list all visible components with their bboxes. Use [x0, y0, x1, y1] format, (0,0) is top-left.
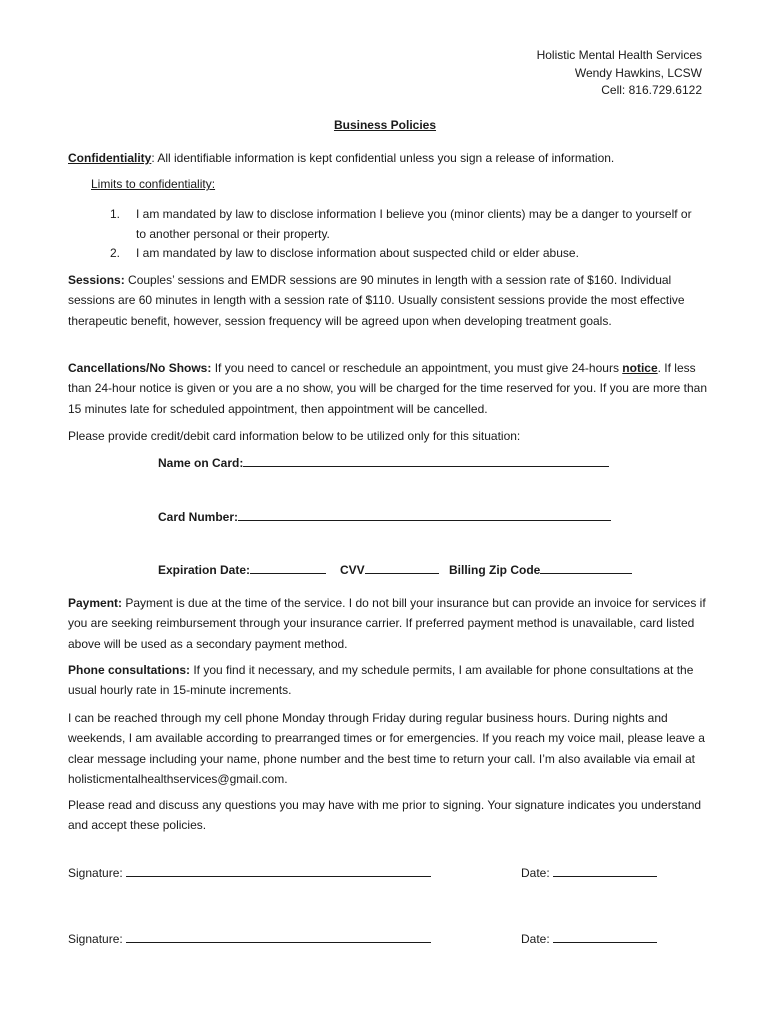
- card-number-field[interactable]: [158, 508, 611, 524]
- confidentiality-text: : All identifiable information is kept confidential unless you sign a release of information.: [151, 151, 615, 165]
- phone-label: Phone consultations:: [68, 663, 191, 677]
- billing-zip-label: Billing Zip Code: [449, 563, 541, 577]
- cvv-field[interactable]: [340, 561, 439, 577]
- cancellations-text: If you need to cancel or reschedule an appointment, you must give 24-hours: [211, 361, 623, 375]
- contact-paragraph: I can be reached through my cell phone Monday through Friday during regular business hours. During nights and weekends, I am available according to prearranged times or for emergencies. If you reach my voice mail, please leave a clear message including your name, phone number and the best time to return your call. I’m also available via email at holisticmentalhealthservices@gmail.com.: [68, 711, 705, 786]
- date-line[interactable]: [553, 930, 657, 943]
- expiration-date-field[interactable]: [158, 561, 326, 577]
- card-number-line[interactable]: [238, 508, 611, 521]
- list-number: 2.: [110, 246, 121, 260]
- sessions-text: Couples’ sessions and EMDR sessions are 90 minutes in length with a session rate of $160. Individual sessions are 60 minutes in length with a session rate of $110. Usually consistent sessions provide the most effective therapeutic benefit, however, session frequency will be agreed upon when developing treatment goals.: [68, 273, 685, 328]
- page-title: Business Policies: [333, 118, 437, 132]
- date-label: Date:: [521, 932, 554, 946]
- org-name: Holistic Mental Health Services: [536, 48, 702, 62]
- date-line[interactable]: [553, 864, 657, 877]
- signature-label: Signature:: [68, 932, 127, 946]
- confidentiality-paragraph: [68, 148, 708, 168]
- payment-label: Payment:: [68, 596, 123, 610]
- payment-text: Payment is due at the time of the service. I do not bill your insurance but can provide an invoice for services if you are seeking reimbursement through your insurance carrier. If preferred payment method is unavailable, card listed above will be used as a secondary payment method.: [68, 596, 706, 651]
- phone-paragraph: [68, 660, 708, 701]
- notice-emphasis: notice: [622, 361, 658, 375]
- card-intro: Please provide credit/debit card information below to be utilized only for this situation:: [68, 429, 521, 443]
- signature-row: [68, 864, 708, 880]
- cvv-label: CVV: [340, 563, 365, 577]
- signature-field[interactable]: [68, 932, 431, 946]
- name-on-card-label: Name on Card:: [158, 456, 244, 470]
- list-item: [110, 243, 700, 263]
- signature-field[interactable]: [68, 866, 431, 880]
- expiration-date-label: Expiration Date:: [158, 563, 251, 577]
- date-field[interactable]: [521, 864, 657, 880]
- payment-paragraph: [68, 593, 708, 654]
- cell-phone: Cell: 816.729.6122: [601, 83, 702, 97]
- list-text: I am mandated by law to disclose information I believe you (minor clients) may be a danger to yourself or to another personal or their property.: [136, 207, 692, 241]
- closing-paragraph: Please read and discuss any questions you may have with me prior to signing. Your signature indicates you understand and accept these policies.: [68, 798, 702, 833]
- date-field[interactable]: [521, 930, 657, 946]
- provider-name: Wendy Hawkins, LCSW: [574, 65, 702, 80]
- signature-line[interactable]: [126, 930, 431, 943]
- cancellations-label: Cancellations/No Shows:: [68, 361, 212, 375]
- list-text: I am mandated by law to disclose information about suspected child or elder abuse.: [136, 246, 579, 260]
- signature-label: Signature:: [68, 866, 127, 880]
- list-item: [110, 204, 700, 244]
- confidentiality-label: Confidentiality: [68, 151, 152, 165]
- name-on-card-line[interactable]: [243, 454, 609, 467]
- date-label: Date:: [521, 866, 554, 880]
- phone-text: If you find it necessary, and my schedule permits, I am available for phone consultations at the usual hourly rate in 15-minute increments.: [68, 663, 694, 698]
- sessions-label: Sessions:: [68, 273, 125, 287]
- list-number: 1.: [110, 207, 121, 221]
- expiration-date-line[interactable]: [250, 561, 326, 574]
- card-number-label: Card Number:: [158, 510, 239, 524]
- signature-line[interactable]: [126, 864, 431, 877]
- cancellations-text-continued: . If less than 24-hour notice is given or you are a no show, you will be charged for the time reserved for you. If you are more than 15 minutes late for scheduled appointment, then appointment will be cancelled.: [68, 361, 708, 416]
- cvv-line[interactable]: [365, 561, 439, 574]
- limits-label: Limits to confidentiality:: [91, 177, 216, 191]
- billing-zip-line[interactable]: [540, 561, 632, 574]
- billing-zip-field[interactable]: [449, 561, 632, 577]
- name-on-card-field[interactable]: [158, 454, 609, 470]
- cancellations-paragraph: [68, 358, 708, 419]
- letterhead: [537, 47, 702, 100]
- signature-row: [68, 930, 708, 946]
- sessions-paragraph: [68, 270, 708, 331]
